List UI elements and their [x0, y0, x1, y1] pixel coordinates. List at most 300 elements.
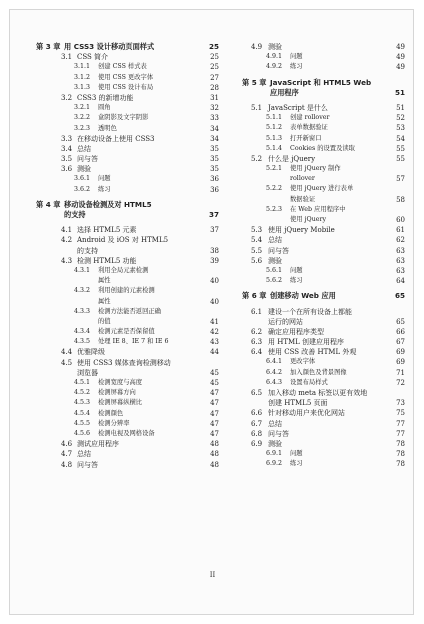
toc-entry[interactable] — [242, 256, 405, 266]
toc-entry-title: 处理 IE 8、IE 7 和 IE 6 — [98, 338, 169, 346]
toc-entry-title: 的支持 — [64, 210, 86, 219]
toc-entry-num: 第 3 章 — [36, 42, 61, 51]
toc-entry-page: 69 — [396, 348, 405, 357]
toc-entry[interactable] — [242, 184, 405, 194]
toc-entry[interactable] — [36, 134, 219, 144]
toc-entry-page: 25 — [208, 42, 219, 51]
toc-entry-title: CSS 简介 — [77, 53, 109, 62]
toc-entry-num: 3.6.2 — [74, 185, 91, 193]
toc-entry[interactable] — [36, 347, 219, 357]
toc-entry-num: 5.2.2 — [266, 185, 283, 193]
toc-entry-num: 4.5.2 — [74, 389, 91, 397]
toc-entry[interactable] — [242, 164, 405, 174]
toc-entry-page: 37 — [210, 226, 219, 235]
toc-right-column — [242, 42, 405, 470]
toc-entry-title: 检测屏幕方向 — [98, 389, 136, 397]
toc-entry[interactable] — [36, 398, 219, 408]
toc-entry-title: 问与答 — [77, 460, 98, 469]
toc-entry-page: 61 — [396, 226, 405, 235]
toc-entry-title: 确定应用程序类型 — [268, 327, 324, 336]
toc-entry-page: 71 — [396, 368, 405, 377]
toc-entry[interactable] — [36, 103, 219, 113]
toc-entry[interactable] — [242, 225, 405, 235]
toc-entry-num: 3.6.1 — [74, 175, 91, 183]
toc-entry-title: 测试应用程序 — [77, 440, 119, 449]
toc-entry-num: 4.1 — [61, 226, 73, 235]
toc-entry-num: 5.1.2 — [266, 124, 283, 132]
toc-entry[interactable] — [242, 62, 405, 72]
toc-entry-page: 73 — [396, 399, 405, 408]
toc-entry-title: 属性 — [98, 297, 111, 305]
toc-entry-page: 47 — [210, 419, 219, 428]
toc-entry[interactable] — [36, 460, 219, 470]
toc-entry-page: 62 — [396, 236, 405, 245]
toc-entry-page: 63 — [396, 266, 405, 275]
toc-entry-page: 75 — [396, 409, 405, 418]
toc-entry[interactable] — [242, 317, 405, 327]
toc-entry[interactable] — [242, 205, 405, 215]
toc-entry-page: 25 — [210, 53, 219, 62]
toc-entry-num: 5.2.3 — [266, 205, 283, 213]
toc-entry-num: 4.4 — [61, 348, 73, 357]
toc-entry-page: 35 — [210, 144, 219, 153]
toc-entry-page: 47 — [210, 409, 219, 418]
toc-entry[interactable] — [242, 449, 405, 459]
toc-entry-title: 使用 jQuery 进行表单 — [290, 185, 354, 193]
toc-entry-num: 5.6 — [251, 256, 263, 265]
toc-entry-title: CSS3 的新增功能 — [77, 93, 134, 102]
toc-entry-page: 51 — [396, 103, 405, 112]
toc-entry-page: 57 — [396, 175, 405, 184]
toc-entry-title: 总结 — [268, 236, 282, 245]
toc-entry[interactable] — [242, 388, 405, 398]
toc-entry[interactable] — [242, 266, 405, 276]
toc-entry-title: Cookies 的设置及读取 — [290, 144, 355, 152]
toc-entry-num: 5.1 — [251, 103, 263, 112]
toc-entry-title: 练习 — [290, 63, 303, 71]
toc-entry-num: 6.8 — [251, 429, 263, 438]
toc-entry[interactable] — [36, 174, 219, 184]
toc-entry-title: 设置布局样式 — [290, 378, 328, 386]
toc-entry[interactable] — [36, 124, 219, 134]
toc-entry-page: 36 — [210, 185, 219, 194]
toc-entry-num: 4.9 — [251, 43, 263, 51]
toc-entry-title: 问与答 — [268, 246, 289, 255]
toc-entry-title: 问与答 — [268, 429, 289, 438]
toc-entry-num: 5.5 — [251, 246, 263, 255]
toc-entry-num: 3.1.3 — [74, 83, 91, 91]
toc-entry-page: 77 — [396, 429, 405, 438]
toc-entry-page: 65 — [396, 317, 405, 326]
toc-entry-title: JavaScript 是什么 — [268, 103, 328, 112]
toc-entry-num: 4.5 — [61, 358, 73, 367]
toc-entry[interactable] — [242, 459, 405, 469]
toc-entry[interactable] — [36, 307, 219, 317]
toc-entry-title: 针对移动用户来优化网站 — [268, 409, 345, 418]
toc-entry-title: 使用 jQuery — [290, 216, 327, 223]
toc-entry-num: 4.5.4 — [74, 409, 91, 417]
toc-entry-title: 总结 — [77, 144, 91, 153]
toc-entry[interactable] — [36, 409, 219, 419]
toc-entry-num: 6.9.2 — [266, 460, 283, 468]
toc-entry-page: 67 — [396, 338, 405, 347]
toc-entry-title: 移动设备检测及对 HTML5 — [64, 199, 152, 209]
toc-entry-num: 4.3.3 — [74, 307, 91, 315]
toc-entry-page: 33 — [210, 114, 219, 123]
toc-entry-num: 3.3 — [61, 134, 73, 143]
toc-entry[interactable] — [242, 378, 405, 388]
toc-entry-title: 问题 — [290, 450, 303, 458]
toc-entry-title: 使用 CSS3 媒体查询检测移动 — [77, 358, 171, 367]
toc-entry[interactable] — [242, 235, 405, 245]
toc-entry-title: 数据验证 — [290, 195, 316, 203]
toc-entry-title: 的值 — [98, 317, 111, 325]
toc-entry-title: Android 及 iOS 对 HTML5 — [77, 236, 169, 245]
toc-entry[interactable] — [36, 317, 219, 327]
toc-entry-num: 6.1 — [251, 307, 263, 316]
toc-entry-page: 48 — [210, 450, 219, 459]
toc-entry[interactable] — [36, 449, 219, 459]
toc-entry[interactable] — [36, 235, 219, 245]
toc-entry-page: 78 — [396, 439, 405, 448]
toc-entry-page: 48 — [210, 460, 219, 469]
toc-entry-page: 52 — [396, 114, 405, 123]
toc-entry-title: 测验 — [268, 43, 282, 51]
toc-entry[interactable] — [242, 408, 405, 418]
toc-entry-page: 45 — [210, 368, 219, 377]
toc-entry[interactable] — [242, 398, 405, 408]
toc-entry[interactable] — [242, 123, 405, 133]
toc-entry-title: rollover — [290, 175, 315, 183]
toc-entry[interactable] — [242, 357, 405, 367]
toc-entry-num: 4.3.4 — [74, 328, 91, 336]
toc-entry-page: 64 — [396, 277, 405, 286]
toc-entry[interactable] — [242, 195, 405, 205]
toc-entry-page: 37 — [208, 210, 219, 219]
toc-entry-title: 检测宽度与高度 — [98, 379, 143, 386]
toc-entry-title: 使用 CSS 更改字体 — [98, 73, 154, 81]
toc-entry[interactable] — [36, 246, 219, 256]
toc-entry-page: 53 — [396, 124, 405, 133]
toc-chapter-entry[interactable] — [36, 200, 219, 210]
toc-entry-num: 5.2.1 — [266, 165, 283, 173]
toc-entry-title: 在 Web 应用程序中 — [290, 205, 346, 213]
toc-entry-title: 用 HTML 创建应用程序 — [268, 338, 345, 347]
toc-entry[interactable] — [36, 378, 219, 388]
toc-entry-title: 透明色 — [98, 124, 117, 132]
toc-entry-num: 5.1.4 — [266, 144, 283, 152]
toc-entry-page: 49 — [396, 63, 405, 72]
toc-entry[interactable] — [36, 93, 219, 103]
toc-entry-title: 盒阴影及文字阴影 — [98, 114, 149, 122]
toc-entry-title: 检测元素是否保留值 — [98, 328, 155, 336]
toc-entry-page: 34 — [210, 124, 219, 133]
toc-entry-page: 43 — [210, 338, 219, 347]
toc-entry-title: 更改字体 — [290, 358, 316, 366]
toc-entry-page: 42 — [210, 328, 219, 337]
toc-entry-page: 55 — [396, 154, 405, 163]
toc-entry-page: 54 — [396, 134, 405, 143]
toc-entry-title: 总结 — [268, 419, 282, 428]
toc-entry-num: 5.2 — [251, 154, 263, 163]
toc-entry-title: 测验 — [268, 256, 282, 265]
toc-entry-num: 5.6.2 — [266, 277, 283, 285]
toc-entry[interactable] — [242, 327, 405, 337]
toc-entry-num: 4.5.1 — [74, 379, 91, 386]
toc-entry[interactable] — [36, 286, 219, 296]
toc-entry-num: 6.4.1 — [266, 358, 283, 366]
toc-entry-title: 浏览器 — [77, 368, 98, 377]
toc-entry[interactable] — [36, 256, 219, 266]
toc-entry-title: 练习 — [98, 185, 111, 193]
toc-entry-title: 问题 — [98, 175, 111, 183]
toc-entry-page: 69 — [396, 358, 405, 367]
toc-entry-num: 4.7 — [61, 450, 73, 459]
toc-entry-page: 35 — [210, 155, 219, 164]
toc-entry[interactable] — [242, 215, 405, 225]
toc-entry-page: 40 — [210, 277, 219, 286]
toc-entry-title: 加入移动 meta 标签以更有效地 — [268, 389, 368, 397]
toc-entry-title: 问与答 — [77, 155, 98, 164]
toc-entry-page: 78 — [396, 460, 405, 469]
toc-entry-title: 检测电视及网格设备 — [98, 429, 155, 437]
toc-entry-num: 3.1 — [61, 53, 73, 62]
toc-entry-num: 4.9.2 — [266, 63, 283, 71]
toc-entry-num: 4.3.5 — [74, 338, 91, 346]
toc-entry-title: 利用创建的元素检测 — [98, 287, 155, 295]
toc-entry-page: 28 — [210, 83, 219, 92]
toc-entry-num: 3.1.2 — [74, 73, 91, 81]
toc-entry-page: 78 — [396, 450, 405, 459]
toc-entry-title: 在移动设备上使用 CSS3 — [77, 134, 155, 143]
toc-entry-page: 63 — [396, 256, 405, 265]
toc-entry[interactable] — [36, 225, 219, 235]
toc-entry-title: 建设一个在所有设备上都能 — [268, 307, 352, 316]
toc-entry[interactable] — [242, 52, 405, 62]
toc-entry[interactable] — [36, 388, 219, 398]
toc-entry-num: 4.3 — [61, 256, 73, 265]
toc-entry-num: 3.1.1 — [74, 63, 91, 71]
toc-entry-page: 41 — [210, 317, 219, 326]
toc-entry-title: 表单数据验证 — [290, 124, 328, 132]
toc-chapter-entry[interactable] — [242, 78, 405, 88]
toc-entry-page: 49 — [396, 43, 405, 51]
toc-entry-title: 总结 — [77, 450, 91, 459]
toc-entry-num: 4.9.1 — [266, 53, 283, 61]
toc-chapter-entry[interactable] — [36, 210, 219, 220]
toc-entry[interactable] — [242, 368, 405, 378]
toc-entry-num: 4.8 — [61, 460, 73, 469]
toc-entry-num: 4.5.6 — [74, 429, 91, 437]
toc-entry-num: 5.1.3 — [266, 134, 283, 142]
toc-entry-num: 6.9.1 — [266, 450, 283, 458]
toc-entry-title: 什么是 jQuery — [268, 154, 316, 163]
toc-entry-title: 测验 — [77, 165, 91, 174]
toc-entry-page: 51 — [394, 87, 405, 97]
toc-entry-page: 25 — [210, 63, 219, 72]
toc-entry-page: 77 — [396, 419, 405, 428]
toc-entry-title: 创建移动 Web 应用 — [270, 291, 336, 301]
toc-entry-title: 练习 — [290, 460, 303, 468]
toc-entry[interactable] — [36, 83, 219, 93]
toc-entry[interactable] — [36, 73, 219, 83]
toc-entry-num: 6.4.2 — [266, 368, 283, 376]
toc-entry-num: 5.4 — [251, 236, 263, 245]
toc-entry-num: 5.1.1 — [266, 114, 283, 122]
toc-entry-title: 打开新窗口 — [290, 134, 322, 142]
toc-entry[interactable] — [36, 358, 219, 368]
toc-entry[interactable] — [242, 103, 405, 113]
toc-entry[interactable] — [36, 144, 219, 154]
toc-entry[interactable] — [242, 429, 405, 439]
toc-entry-page: 39 — [210, 256, 219, 265]
toc-entry-num: 6.5 — [251, 389, 263, 397]
toc-entry-title: 的支持 — [77, 246, 98, 255]
toc-entry[interactable] — [36, 185, 219, 195]
toc-entry-num: 3.2.3 — [74, 124, 91, 132]
toc-entry-page: 36 — [210, 175, 219, 184]
toc-entry[interactable] — [36, 52, 219, 62]
toc-entry-page: 48 — [210, 440, 219, 449]
toc-entry-page: 34 — [210, 134, 219, 143]
toc-entry-page: 31 — [210, 93, 219, 102]
toc-entry-title: 使用 CSS 改善 HTML 外观 — [268, 348, 357, 357]
toc-entry-num: 6.4.3 — [266, 378, 283, 386]
toc-entry-num: 6.7 — [251, 419, 263, 428]
toc-entry-title: 检测 HTML5 功能 — [77, 256, 137, 265]
toc-entry[interactable] — [36, 368, 219, 378]
toc-entry-title: 加入颜色及背景图像 — [290, 368, 347, 376]
toc-entry-page: 65 — [394, 291, 405, 301]
toc-entry-page: 44 — [210, 348, 219, 357]
toc-entry[interactable] — [36, 297, 219, 307]
toc-entry[interactable] — [36, 327, 219, 337]
toc-entry[interactable] — [36, 429, 219, 439]
toc-entry[interactable] — [36, 276, 219, 286]
toc-chapter-entry[interactable] — [36, 42, 219, 52]
toc-entry-num: 3.5 — [61, 155, 73, 164]
toc-entry-title: 检测屏幕纵横比 — [98, 399, 143, 407]
toc-entry-title: 问题 — [290, 266, 303, 274]
toc-entry-title: 运行的网站 — [268, 317, 303, 326]
toc-entry[interactable] — [36, 164, 219, 174]
toc-entry[interactable] — [36, 154, 219, 164]
toc-entry-title: 问题 — [290, 53, 303, 61]
toc-entry[interactable] — [242, 144, 405, 154]
toc-entry-title: 检测方法能否返回正确 — [98, 307, 161, 315]
toc-entry-page: 55 — [396, 144, 405, 153]
toc-entry-num: 4.3.2 — [74, 287, 91, 295]
toc-entry[interactable] — [36, 419, 219, 429]
toc-entry[interactable] — [242, 42, 405, 52]
toc-entry[interactable] — [36, 62, 219, 72]
toc-entry-title: 练习 — [290, 277, 303, 285]
toc-chapter-entry[interactable] — [242, 88, 405, 98]
toc-entry-num: 5.6.1 — [266, 266, 283, 274]
toc-entry-num: 6.4 — [251, 348, 263, 357]
toc-entry[interactable] — [242, 134, 405, 144]
toc-entry[interactable] — [242, 337, 405, 347]
toc-entry-title: 选择 HTML5 元素 — [77, 226, 137, 235]
toc-entry-page: 35 — [210, 165, 219, 174]
toc-entry-page: 27 — [210, 73, 219, 82]
toc-entry-num: 4.2 — [61, 236, 73, 245]
toc-entry[interactable] — [242, 307, 405, 317]
toc-entry[interactable] — [242, 174, 405, 184]
toc-entry-title: 检测颜色 — [98, 409, 124, 417]
toc-entry-page: 60 — [396, 216, 405, 224]
toc-entry-num: 4.5.3 — [74, 399, 91, 407]
toc-entry[interactable] — [36, 337, 219, 347]
toc-entry-num: 4.3.1 — [74, 266, 91, 274]
toc-entry[interactable] — [242, 347, 405, 357]
toc-entry-title: 使用 CSS 设计布局 — [98, 83, 154, 91]
toc-entry[interactable] — [242, 419, 405, 429]
toc-entry-page: 45 — [210, 379, 219, 387]
toc-chapter-entry[interactable] — [242, 291, 405, 301]
toc-entry-page: 66 — [396, 327, 405, 336]
toc-entry[interactable] — [36, 439, 219, 449]
toc-entry-title: 创建 CSS 样式表 — [98, 63, 147, 71]
toc-entry-page: 38 — [210, 246, 219, 255]
toc-entry-page: 32 — [210, 104, 219, 113]
toc-entry-num: 第 6 章 — [242, 291, 267, 301]
toc-entry-title: 检测分辨率 — [98, 419, 130, 427]
toc-entry-num: 6.6 — [251, 409, 263, 418]
document-page — [9, 9, 414, 615]
toc-entry[interactable] — [242, 154, 405, 164]
toc-entry-num: 4.5.5 — [74, 419, 91, 427]
toc-entry-title: 创建 HTML5 页面 — [268, 399, 328, 408]
toc-entry-page: 47 — [210, 429, 219, 438]
toc-entry[interactable] — [242, 246, 405, 256]
toc-entry-num: 6.9 — [251, 439, 263, 448]
toc-entry-num: 第 4 章 — [36, 199, 61, 209]
toc-entry-num: 3.2.1 — [74, 104, 91, 112]
toc-entry-page: 47 — [210, 399, 219, 408]
toc-entry-title: 使用 jQuery 制作 — [290, 165, 341, 173]
toc-entry-num: 4.6 — [61, 440, 73, 449]
toc-entry-num: 5.3 — [251, 226, 263, 235]
toc-entry-page: 63 — [396, 246, 405, 255]
toc-entry-title: 用 CSS3 设计移动页面样式 — [64, 42, 155, 51]
toc-entry-title: JavaScript 和 HTML5 Web — [270, 77, 372, 87]
toc-entry-num: 6.2 — [251, 327, 263, 336]
toc-entry-title: 应用程序 — [270, 87, 299, 97]
toc-entry-page: 72 — [396, 378, 405, 387]
toc-entry-title: 测验 — [268, 439, 282, 448]
toc-entry-page: 58 — [396, 195, 405, 204]
toc-entry-page: 49 — [396, 53, 405, 62]
toc-entry-num: 第 5 章 — [242, 77, 267, 87]
toc-entry-page: 40 — [210, 297, 219, 306]
toc-entry-num: 3.2 — [61, 93, 73, 102]
toc-entry-title: 圆角 — [98, 104, 111, 112]
toc-entry-title: 属性 — [98, 277, 111, 285]
toc-entry-num: 6.3 — [251, 338, 263, 347]
toc-entry[interactable] — [36, 113, 219, 123]
toc-entry-title: 创建 rollover — [290, 114, 330, 122]
toc-entry[interactable] — [242, 276, 405, 286]
toc-entry[interactable] — [242, 439, 405, 449]
toc-entry-num: 3.2.2 — [74, 114, 91, 122]
toc-entry-num: 3.4 — [61, 144, 73, 153]
page-number: II — [209, 571, 216, 579]
toc-entry[interactable] — [242, 113, 405, 123]
toc-entry[interactable] — [36, 266, 219, 276]
toc-entry-num: 3.6 — [61, 165, 73, 174]
toc-entry-title: 利用全局元素检测 — [98, 266, 149, 274]
